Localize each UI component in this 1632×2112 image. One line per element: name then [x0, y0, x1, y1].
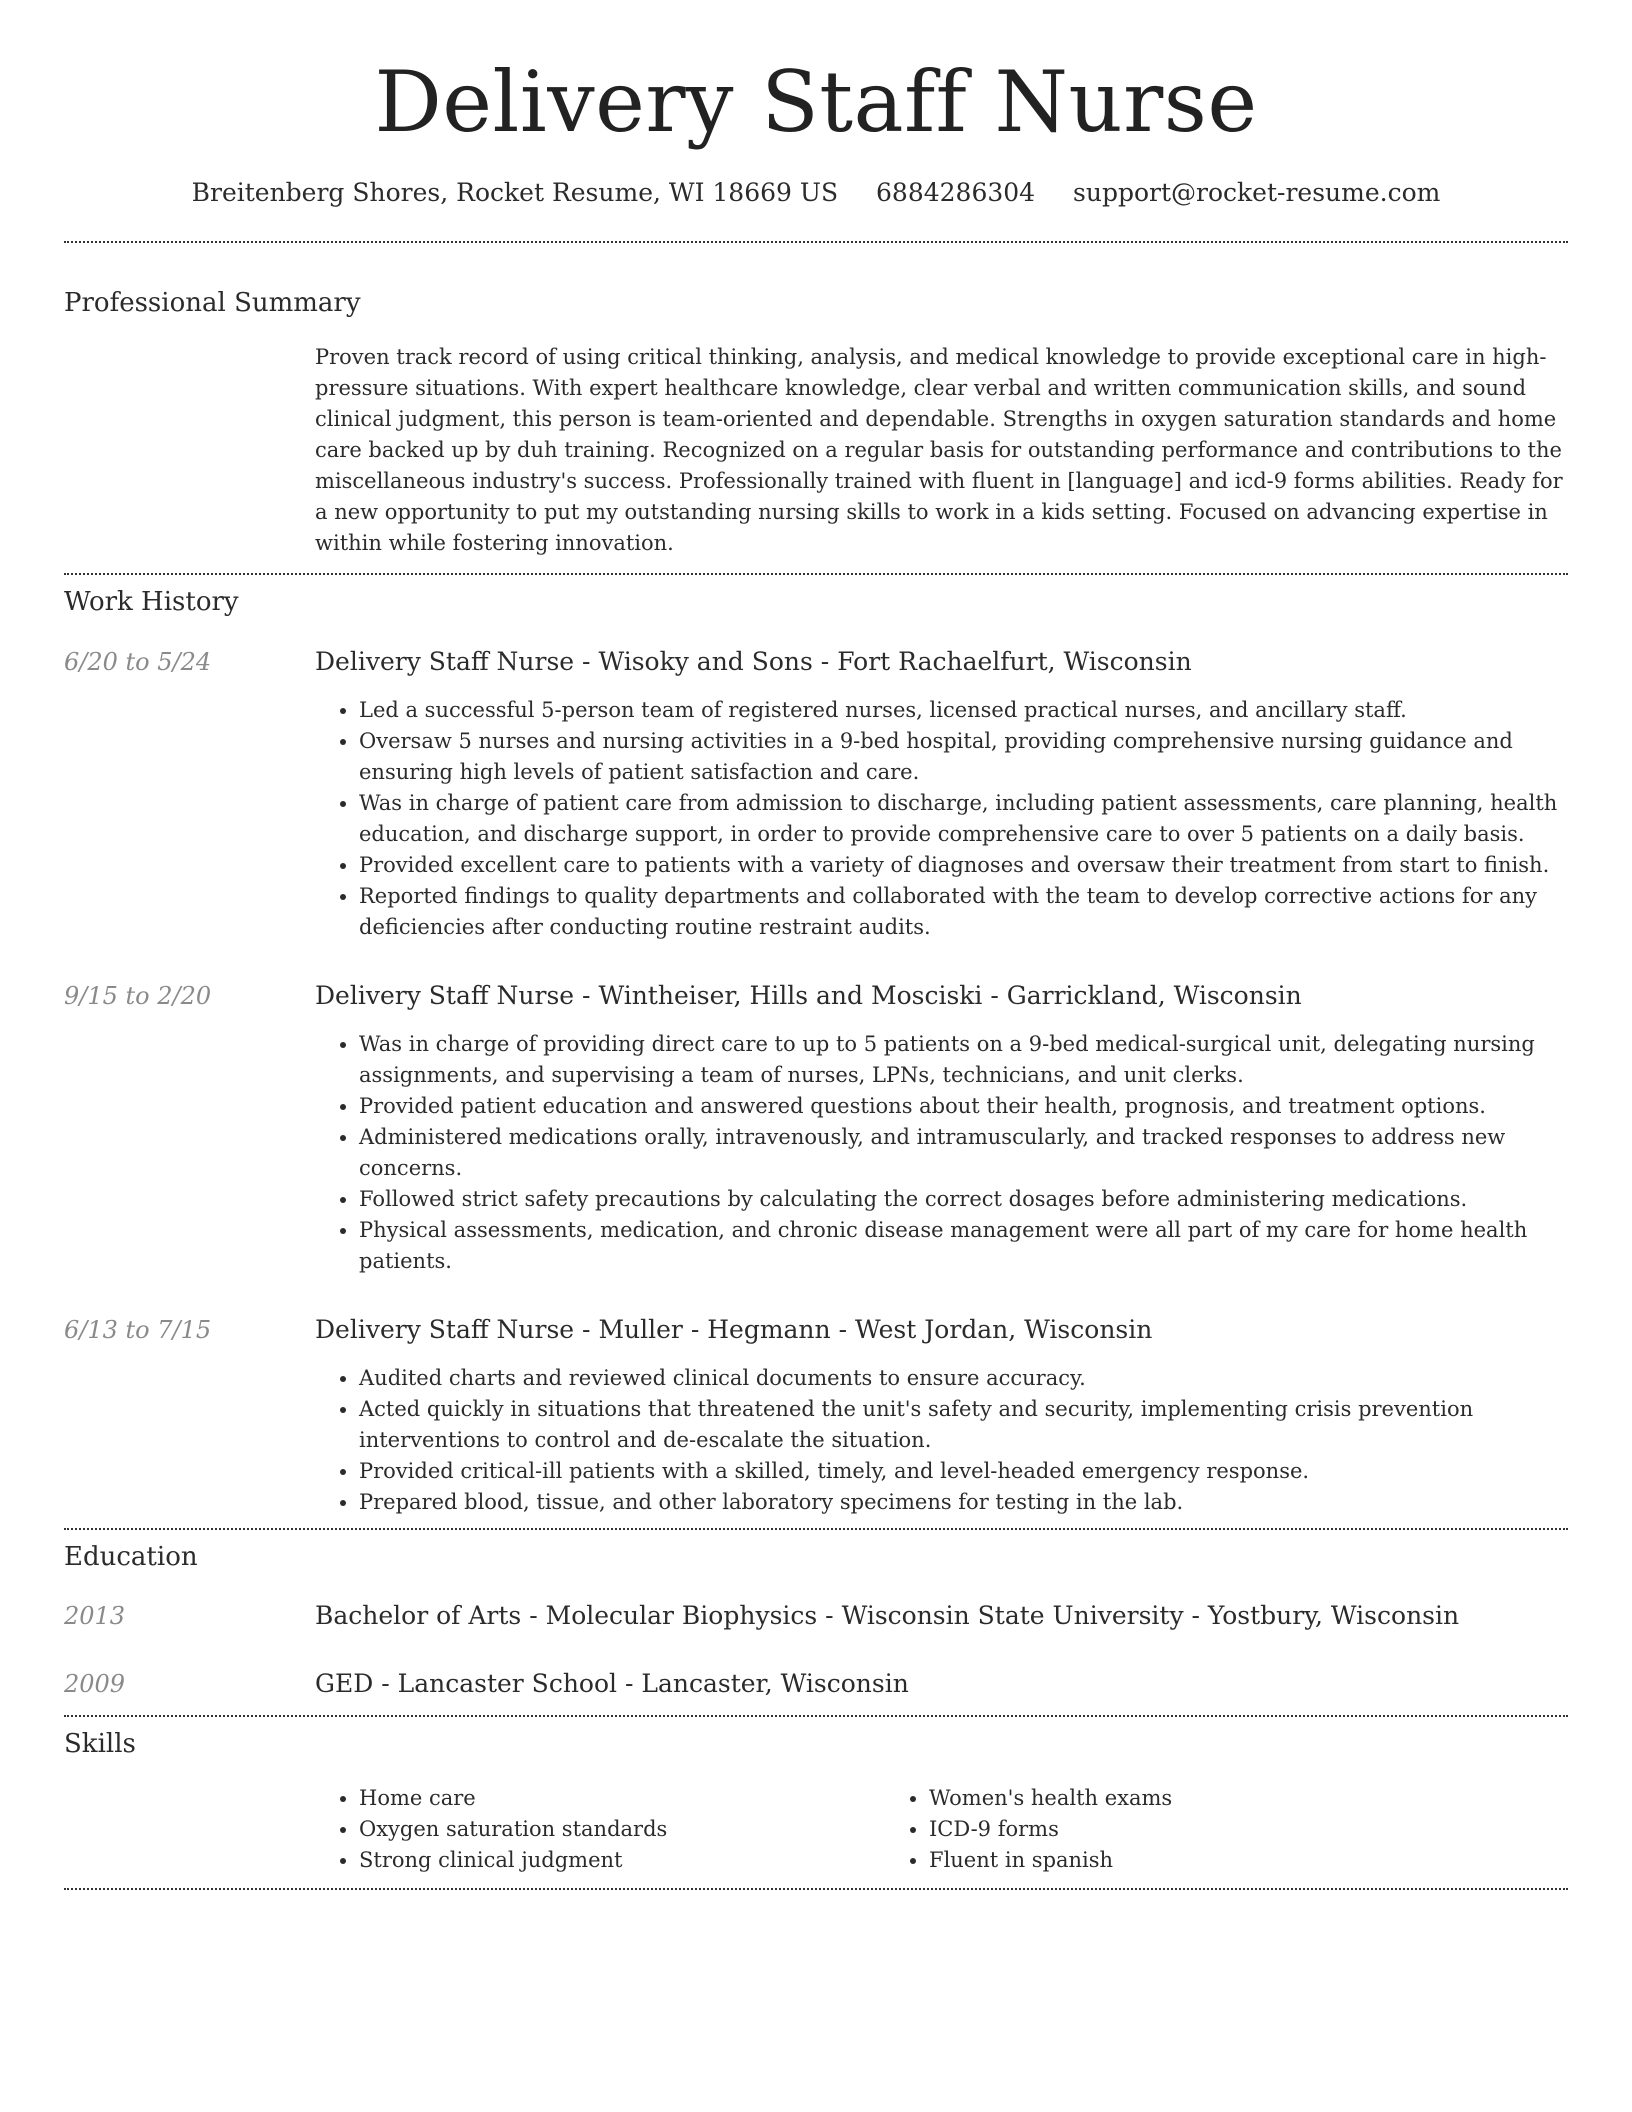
list-item: • Acted quickly in situations that threatened the unit's safety and security, implementing crisis prevention interventions to control and de-escalate the situation. [359, 1394, 1568, 1456]
skill-item: • ICD-9 forms [929, 1814, 1172, 1845]
skills-list [315, 1783, 1568, 1888]
list-item: • Led a successful 5-person team of registered nurses, licensed practical nurses, and ancillary staff. [359, 695, 1568, 726]
list-item: • Administered medications orally, intravenously, and intramuscularly, and tracked responses to address new concerns. [359, 1122, 1568, 1184]
contact-line [64, 176, 1568, 210]
list-item: • Provided critical-ill patients with a skilled, timely, and level-headed emergency response. [359, 1456, 1568, 1487]
skill-item: • Oxygen saturation standards [359, 1814, 885, 1845]
divider [64, 573, 1568, 575]
list-item: • Provided excellent care to patients with a variety of diagnoses and oversaw their treatment from start to finish. [359, 850, 1568, 881]
section-title-work-history: Work History [64, 587, 239, 617]
list-item: • Oversaw 5 nurses and nursing activities in a 9-bed hospital, providing comprehensive nursing guidance and ensuring high levels of patient satisfaction and care. [359, 726, 1568, 788]
skill-item: • Strong clinical judgment [359, 1845, 885, 1876]
divider [64, 1888, 1568, 1890]
job-entry [64, 645, 1568, 679]
job-heading: Delivery Staff Nurse - Muller - Hegmann - West Jordan, Wisconsin [315, 1315, 1153, 1344]
address: Breitenberg Shores, Rocket Resume, WI 18669 US [191, 178, 839, 207]
list-item: • Was in charge of patient care from admission to discharge, including patient assessments, care planning, health education, and discharge support, in order to provide comprehensive care to over 5 patients on a daily basis. [359, 788, 1568, 850]
education-year: 2009 [64, 1670, 126, 1698]
skill-item: • Home care [359, 1783, 885, 1814]
divider [64, 1715, 1568, 1717]
list-item: • Physical assessments, medication, and chronic disease management were all part of my care for home health patients. [359, 1215, 1568, 1277]
skill-item: • Women's health exams [929, 1783, 1172, 1814]
job-bullets [315, 1029, 1568, 1277]
list-item: • Prepared blood, tissue, and other laboratory specimens for testing in the lab. [359, 1487, 1568, 1518]
job-dates: 6/13 to 7/15 [64, 1316, 212, 1344]
list-item: • Provided patient education and answered questions about their health, prognosis, and treatment options. [359, 1091, 1568, 1122]
skills-column-left [315, 1783, 885, 1876]
divider [64, 1528, 1568, 1530]
education-entry [64, 1599, 1568, 1633]
job-heading: Delivery Staff Nurse - Wintheiser, Hills and Mosciski - Garrickland, Wisconsin [315, 981, 1302, 1010]
job-entry [64, 979, 1568, 1013]
job-dates: 9/15 to 2/20 [64, 982, 212, 1010]
list-item: • Followed strict safety precautions by calculating the correct dosages before administering medications. [359, 1184, 1568, 1215]
skill-item: • Fluent in spanish [929, 1845, 1172, 1876]
section-title-education: Education [64, 1542, 198, 1572]
job-bullets [315, 695, 1568, 943]
phone: 6884286304 [876, 178, 1036, 207]
section-title-summary: Professional Summary [64, 288, 361, 318]
summary-text: Proven track record of using critical thinking, analysis, and medical knowledge to provide exceptional care in high-pressure situations. With expert healthcare knowledge, clear verbal and written communication skills, and sound clinical judgment, this person is team-oriented and dependable. Strengths in oxygen saturation standards and home care backed up by duh training. Recognized on a regular basis for outstanding performance and contributions to the miscellaneous industry's success. Professionally trained with fluent in [language] and icd-9 forms abilities. Ready for a new opportunity to put my outstanding nursing skills to work in a kids setting. Focused on advancing expertise in within while fostering innovation. [315, 345, 1563, 555]
list-item: • Reported findings to quality departments and collaborated with the team to develop corrective actions for any deficiencies after conducting routine restraint audits. [359, 881, 1568, 943]
section-title-skills: Skills [64, 1729, 136, 1759]
job-heading: Delivery Staff Nurse - Wisoky and Sons - Fort Rachaelfurt, Wisconsin [315, 647, 1192, 676]
skills-column-right [885, 1783, 1172, 1876]
education-year: 2013 [64, 1602, 126, 1630]
education-entry [64, 1667, 1568, 1701]
education-details: Bachelor of Arts - Molecular Biophysics - Wisconsin State University - Yostbury, Wisconsin [315, 1601, 1460, 1630]
list-item: • Audited charts and reviewed clinical documents to ensure accuracy. [359, 1363, 1568, 1394]
divider [64, 241, 1568, 243]
email: support@rocket-resume.com [1073, 178, 1441, 207]
list-item: • Was in charge of providing direct care to up to 5 patients on a 9-bed medical-surgical unit, delegating nursing assignments, and supervising a team of nurses, LPNs, technicians, and unit clerks. [359, 1029, 1568, 1091]
job-bullets [315, 1363, 1568, 1518]
education-details: GED - Lancaster School - Lancaster, Wisconsin [315, 1669, 909, 1698]
candidate-name: Delivery Staff Nurse [374, 53, 1258, 151]
job-dates: 6/20 to 5/24 [64, 648, 212, 676]
job-entry [64, 1313, 1568, 1347]
